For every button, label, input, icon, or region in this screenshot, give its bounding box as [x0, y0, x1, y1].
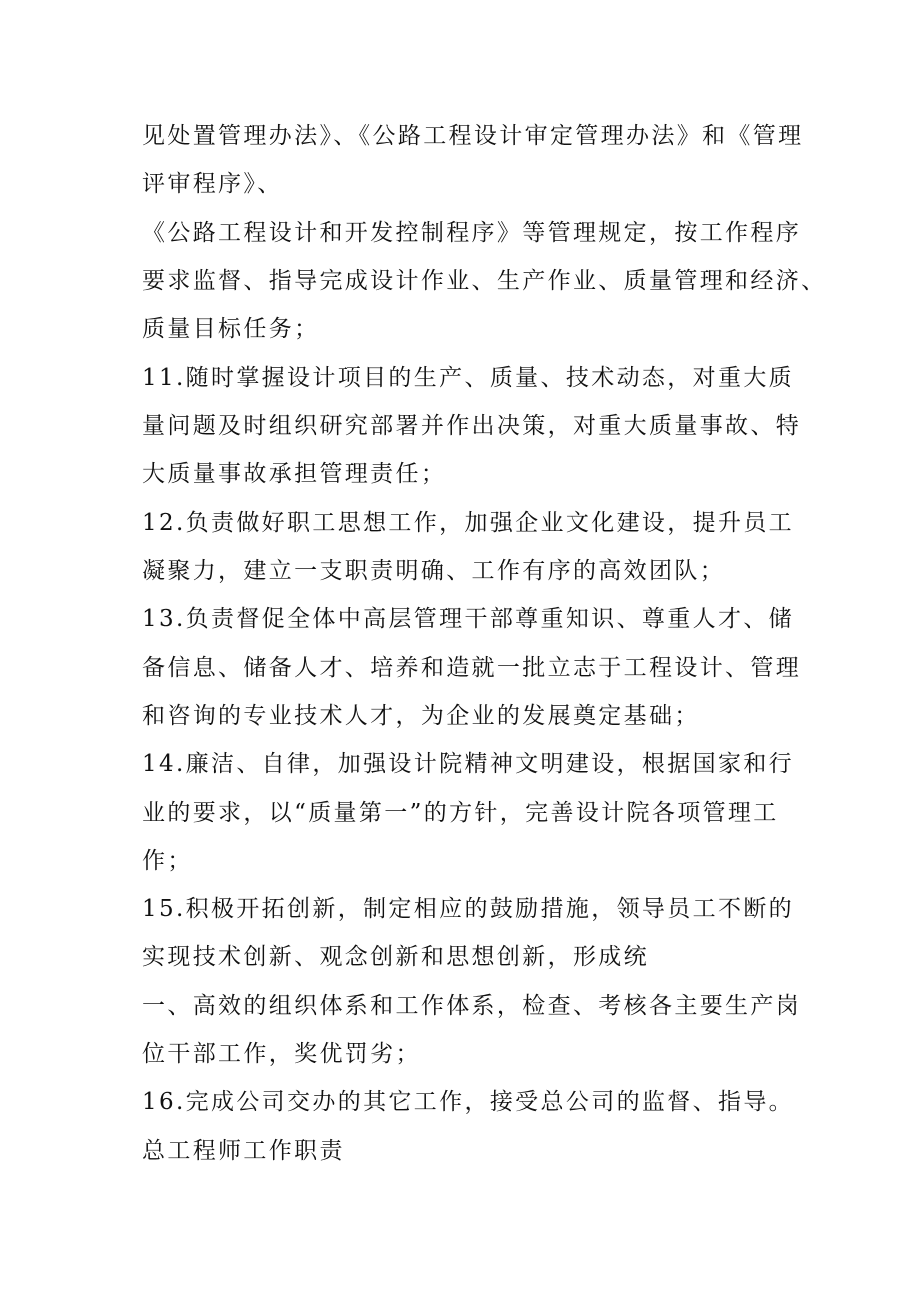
text-line-7: 量问题及时组织研究部署并作出决策，对重大质量事故、特 [142, 413, 802, 439]
text-line-6: 11.随时掌握设计项目的生产、质量、技术动态，对重大质 [142, 365, 795, 391]
text-line-11: 13.负责督促全体中高层管理干部尊重知识、尊重人才、储 [142, 606, 795, 632]
text-line-20: 位干部工作，奖优罚劣； [142, 1041, 421, 1067]
text-line-22: 总工程师工作职责 [142, 1138, 345, 1164]
text-line-17: 15.积极开拓创新，制定相应的鼓励措施，领导员工不断的 [142, 896, 795, 922]
text-line-12: 备信息、储备人才、培养和造就一批立志于工程设计、管理 [142, 655, 802, 681]
text-line-4: 要求监督、指导完成设计作业、生产作业、质量管理和经济、 [142, 268, 827, 294]
text-line-19: 一、高效的组织体系和工作体系，检查、考核各主要生产岗 [142, 993, 802, 1019]
text-line-2: 评审程序》、 [142, 171, 283, 197]
text-line-8: 大质量事故承担管理责任； [142, 461, 447, 487]
text-line-21: 16.完成公司交办的其它工作，接受总公司的监督、指导。 [142, 1089, 795, 1115]
text-line-10: 凝聚力，建立一支职责明确、工作有序的高效团队； [142, 558, 726, 584]
text-line-16: 作； [142, 848, 193, 874]
text-line-1: 见处置管理办法》、《公路工程设计审定管理办法》和《管理 [142, 123, 804, 149]
text-line-5: 质量目标任务； [142, 316, 320, 342]
text-line-18: 实现技术创新、观念创新和思想创新，形成统 [142, 944, 649, 970]
text-line-3: 《公路工程设计和开发控制程序》等管理规定，按工作程序 [142, 220, 802, 246]
text-line-13: 和咨询的专业技术人才，为企业的发展奠定基础； [142, 703, 700, 729]
text-line-14: 14.廉洁、自律，加强设计院精神文明建设，根据国家和行 [142, 751, 795, 777]
text-line-15: 业的要求，以“质量第一”的方针，完善设计院各项管理工 [142, 800, 779, 826]
text-line-9: 12.负责做好职工思想工作，加强企业文化建设，提升员工 [142, 510, 795, 536]
